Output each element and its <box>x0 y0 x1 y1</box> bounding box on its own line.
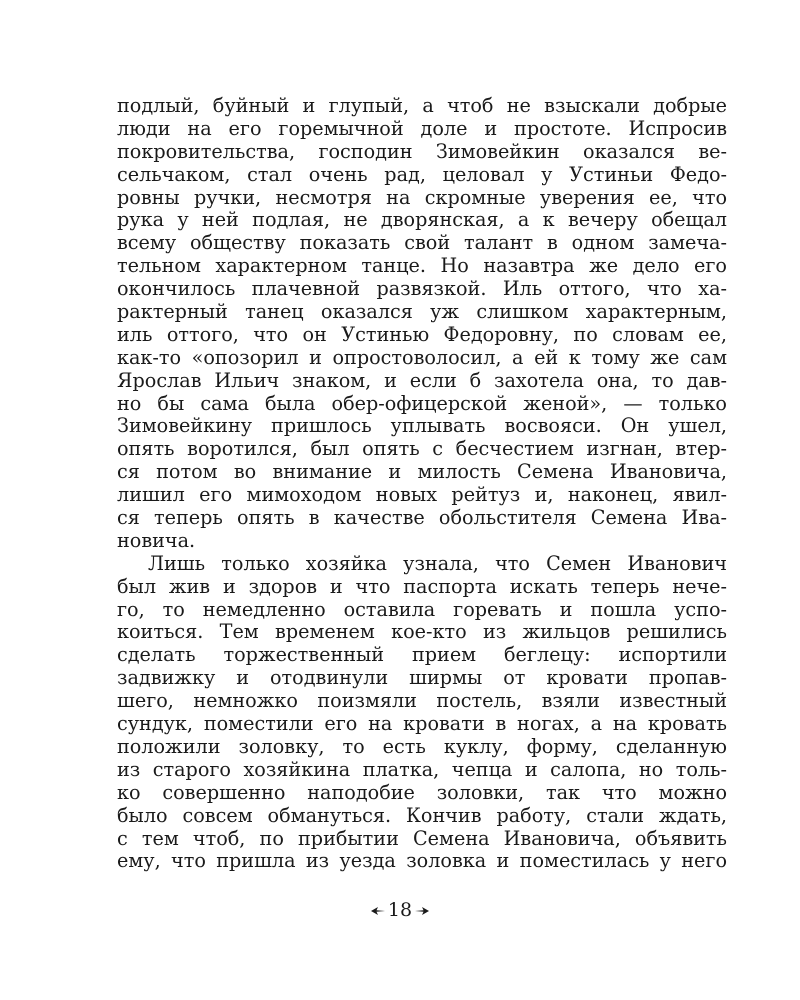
text-line: сделать торжественный прием беглецу: испортили <box>117 643 727 667</box>
text-line: был жив и здоров и что паспорта искать теперь нече- <box>117 574 727 598</box>
page-number: 18 <box>387 899 413 921</box>
text-line: опять воротился, был опять с бесчестием изгнан, втер- <box>117 437 727 461</box>
text-line: шего, немножко поизмяли постель, взяли известный <box>117 689 727 713</box>
text-line: подлый, буйный и глупый, а чтоб не взыскали добрые <box>117 94 727 117</box>
text-line: было совсем обмануться. Кончив работу, стали ждать, <box>117 803 727 827</box>
text-line: го, то немедленно оставила горевать и пошла успо- <box>117 597 727 621</box>
text-line: ся теперь опять в качестве обольстителя Семена Ива- <box>117 506 727 530</box>
body-text <box>117 95 727 873</box>
text-line: ко совершенно наподобие золовки, так что можно <box>117 780 727 804</box>
text-line: Лишь только хозяйка узнала, что Семен Иванович <box>148 551 727 575</box>
paragraph-2 <box>117 553 727 873</box>
text-line: положили золовку, то есть куклу, форму, сделанную <box>117 734 727 758</box>
text-line: ровны ручки, несмотря на скромные уверения ее, что <box>117 185 727 209</box>
page-number-folio <box>0 898 800 921</box>
text-line: люди на его горемычной доле и простоте. Испросив <box>117 116 727 140</box>
text-line: задвижку и отодвинули ширмы от кровати пропав- <box>117 666 727 690</box>
text-line: сундук, поместили его на кровати в ногах, а на кровать <box>117 712 727 736</box>
text-line: сельчаком, стал очень рад, целовал у Устиньи Федо- <box>117 162 727 186</box>
text-line: ся потом во внимание и милость Семена Ивановича, <box>117 460 727 484</box>
text-line: из старого хозяйкина платка, чепца и салопа, но толь- <box>117 757 727 781</box>
right-ornament-icon <box>414 899 430 921</box>
left-ornament-icon <box>370 899 386 921</box>
text-line: Зимовейкину пришлось уплывать восвояси. Он ушел, <box>117 414 727 438</box>
text-line: тельном характерном танце. Но назавтра же дело его <box>117 254 727 278</box>
text-line: всему обществу показать свой талант в одном замеча- <box>117 231 727 255</box>
text-line: окончилось плачевной развязкой. Иль оттого, что ха- <box>117 277 727 301</box>
text-line: рактерный танец оказался уж слишком характерным, <box>117 300 727 324</box>
text-line: ему, что пришла из уезда золовка и поместилась у него <box>117 849 727 873</box>
text-line: покровительства, господин Зимовейкин оказался ве- <box>117 139 727 163</box>
text-line: лишил его мимоходом новых рейтуз и, наконец, явил- <box>117 483 727 507</box>
text-line: Ярослав Ильич знаком, и если б захотела она, то дав- <box>117 368 727 392</box>
text-line: новича. <box>117 528 196 552</box>
paragraph-1 <box>117 95 727 553</box>
text-line: но бы сама была обер-офицерской женой», — только <box>117 391 727 415</box>
text-line: как-то «опозорил и опростоволосил, а ей к тому же сам <box>117 345 727 369</box>
text-line: рука у ней подлая, не дворянская, а к вечеру обещал <box>117 208 727 232</box>
text-line: иль оттого, что он Устинью Федоровну, по словам ее, <box>117 322 727 346</box>
text-line: с тем чтоб, по прибытии Семена Ивановича, объявить <box>117 826 727 850</box>
text-line: коиться. Тем временем кое-кто из жильцов решились <box>117 620 727 644</box>
